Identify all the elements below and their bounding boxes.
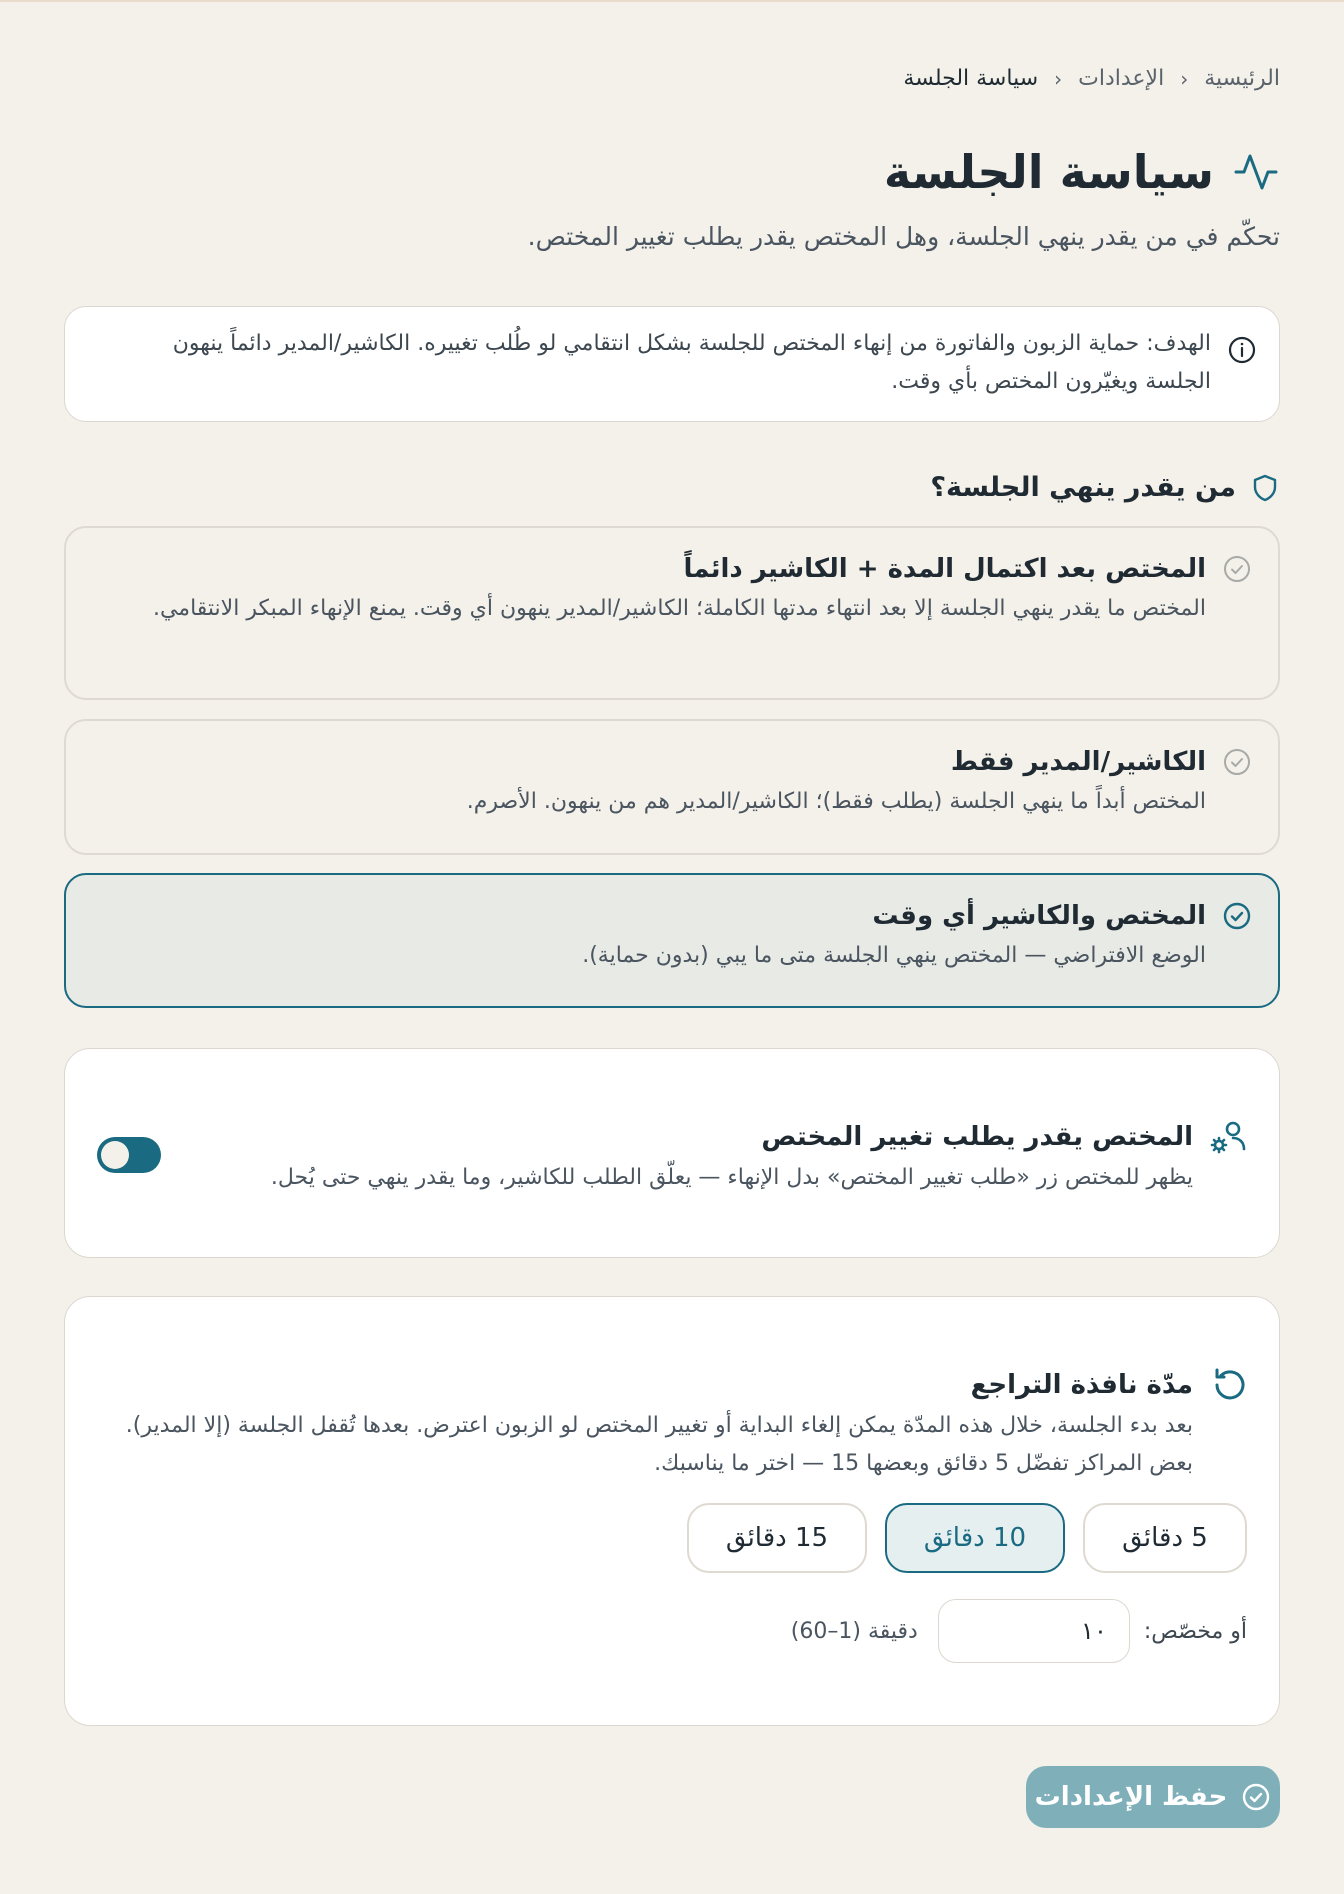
duration-chip-5[interactable]: 5 دقائق	[1083, 1503, 1247, 1573]
option-description: المختص أبداً ما ينهي الجلسة (يطلب فقط)؛ الكاشير/المدير هم من ينهون. الأصرم.	[466, 789, 1206, 814]
chevron-left-icon: ‹	[1054, 66, 1063, 91]
change-request-description: يظهر للمختص زر «طلب تغيير المختص» بدل الإنهاء — يعلّق الطلب للكاشير، وما يقدر ينهي حتى يُحل.	[270, 1165, 1193, 1190]
breadcrumb	[903, 66, 1280, 91]
top-border	[0, 0, 1344, 2]
shield-icon	[1250, 473, 1280, 503]
option-title: المختص والكاشير أي وقت	[872, 901, 1206, 931]
option-title: الكاشير/المدير فقط	[950, 747, 1206, 777]
custom-duration-label: أو مخصّص:	[1143, 1618, 1247, 1644]
change-request-toggle[interactable]	[97, 1137, 161, 1173]
activity-pulse-icon	[1232, 148, 1280, 196]
undo-window-card	[64, 1296, 1280, 1726]
check-circle-icon	[1222, 554, 1252, 584]
rotate-ccw-icon	[1209, 1365, 1249, 1405]
custom-duration-input[interactable]	[938, 1599, 1130, 1663]
breadcrumb-home[interactable]: الرئيسية	[1204, 66, 1280, 91]
section-title: من يقدر ينهي الجلسة؟	[930, 472, 1236, 503]
info-text: الهدف: حماية الزبون والفاتورة من إنهاء المختص للجلسة بشكل انتقامي لو طُلب تغييره. الكاشير/المدير دائماً ينهون الجلسة ويغيّرون المختص بأي وقت.	[172, 331, 1211, 394]
duration-chip-10[interactable]: 10 دقائق	[885, 1503, 1065, 1573]
undo-window-description: بعد بدء الجلسة، خلال هذه المدّة يمكن إلغاء البداية أو تغيير المختص لو الزبون اعترض. بعدها تُقفل الجلسة (إلا المدير). بعض المراكز تفضّل 5 دقائق وبعضها 15 — اختر ما يناسبك.	[125, 1413, 1193, 1476]
option-description: المختص ما يقدر ينهي الجلسة إلا بعد انتهاء مدتها الكاملة؛ الكاشير/المدير ينهون أي وقت. يمنع الإنهاء المبكر الانتقامي.	[152, 596, 1206, 621]
end-option-cashier-only[interactable]	[64, 719, 1280, 855]
option-title: المختص بعد اكتمال المدة + الكاشير دائماً	[683, 554, 1206, 584]
breadcrumb-settings[interactable]: الإعدادات	[1078, 66, 1165, 91]
check-circle-icon	[1241, 1782, 1271, 1812]
toggle-knob	[101, 1141, 129, 1169]
check-circle-icon	[1222, 747, 1252, 777]
info-icon	[1227, 335, 1257, 365]
end-option-anytime[interactable]	[64, 873, 1280, 1008]
change-request-card	[64, 1048, 1280, 1258]
check-circle-icon	[1222, 901, 1252, 931]
chevron-left-icon: ‹	[1180, 66, 1189, 91]
duration-chip-15[interactable]: 15 دقائق	[687, 1503, 867, 1573]
undo-window-title: مدّة نافذة التراجع	[970, 1370, 1193, 1400]
page-subtitle: تحكّم في من يقدر ينهي الجلسة، وهل المختص يقدر يطلب تغيير المختص.	[527, 222, 1280, 251]
duration-chips	[687, 1503, 1247, 1573]
page-title: سياسة الجلسة	[883, 145, 1214, 199]
end-option-after-duration[interactable]	[64, 526, 1280, 700]
save-button-label: حفظ الإعدادات	[1034, 1782, 1228, 1812]
option-description: الوضع الافتراضي — المختص ينهي الجلسة متى ما يبي (بدون حماية).	[582, 943, 1206, 968]
end-session-section-heading	[930, 472, 1280, 503]
user-settings-icon	[1209, 1117, 1249, 1157]
custom-duration-row	[791, 1599, 1247, 1663]
custom-duration-unit: دقيقة (1–60)	[790, 1618, 918, 1644]
info-box	[64, 306, 1280, 422]
breadcrumb-current: سياسة الجلسة	[903, 66, 1039, 91]
change-request-title: المختص يقدر يطلب تغيير المختص	[761, 1122, 1193, 1152]
save-settings-button[interactable]	[1026, 1766, 1280, 1828]
page-header	[883, 145, 1280, 199]
